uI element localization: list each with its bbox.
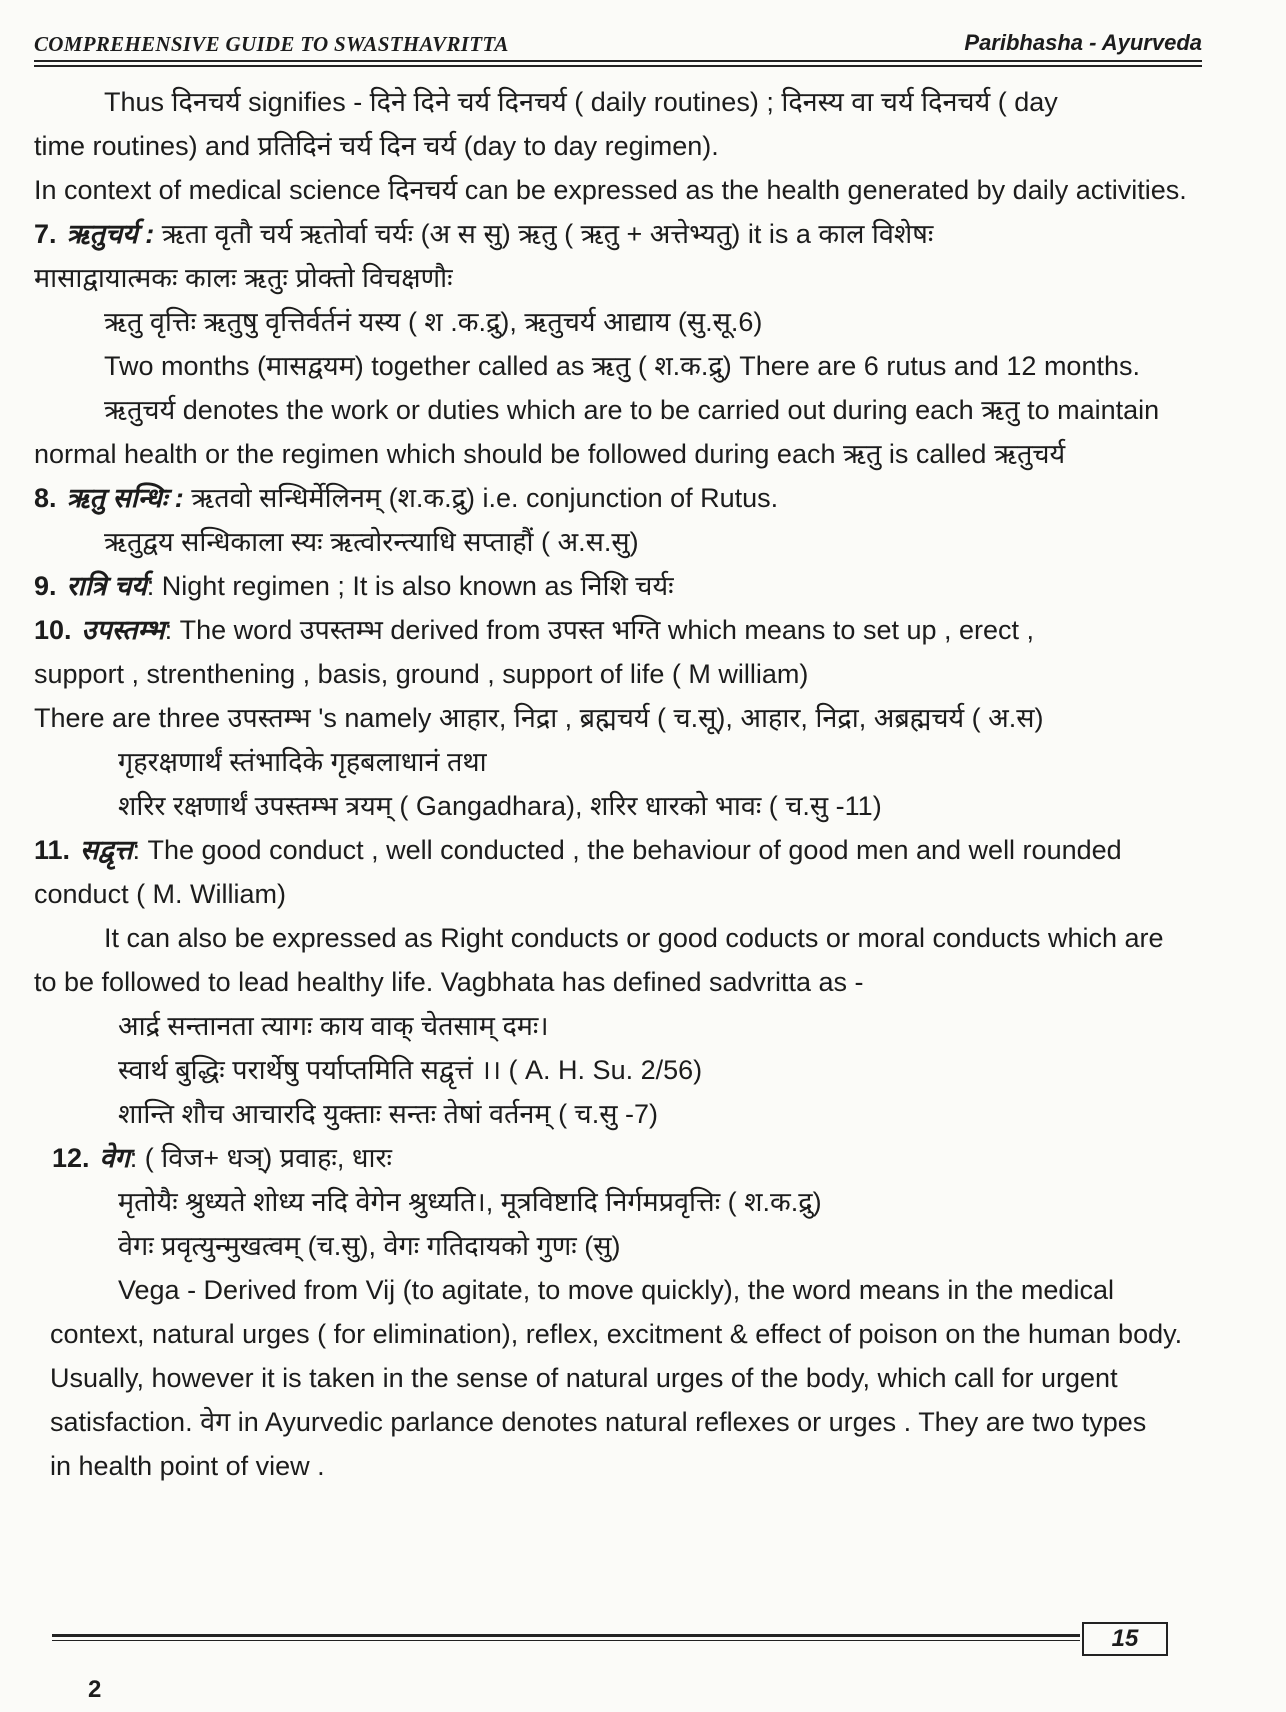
- item-8: [34, 476, 1202, 520]
- item-number: 12.: [52, 1143, 90, 1173]
- item-7: [34, 212, 1202, 256]
- text-line: time routines) and प्रतिदिनं चर्य दिन चर्य (day to day regimen).: [34, 131, 719, 161]
- item-term: वेग: [99, 1143, 130, 1173]
- text-line: वेगः प्रवृत्युन्मुखत्वम् (च.सु), वेगः गतिदायको गुणः (सु): [118, 1231, 621, 1261]
- text-line: in health point of view .: [50, 1451, 325, 1481]
- text-line: support , strenthening , basis, ground , support of life ( M william): [34, 659, 809, 689]
- item-9: [34, 564, 1202, 608]
- text-line: satisfaction. वेग in Ayurvedic parlance denotes natural reflexes or urges . They are two types: [50, 1407, 1147, 1437]
- text-line: मासाद्वायात्मकः कालः ऋतुः प्रोक्तो विचक्षणौः: [34, 263, 453, 293]
- item-number: 7.: [34, 219, 57, 249]
- footer-rule: [52, 1634, 1080, 1641]
- text-line: : Night regimen ; It is also known as निशि चर्यः: [146, 571, 674, 601]
- text-line: In context of medical science दिनचर्य can be expressed as the health generated by daily activities.: [34, 175, 1187, 205]
- item-term: रात्रि चर्य: [66, 571, 147, 601]
- page-number: 15: [1082, 1622, 1168, 1656]
- text-line: It can also be expressed as Right conducts or good coducts or moral conducts which are: [104, 923, 1164, 953]
- item-term: ऋतुचर्य :: [66, 219, 155, 249]
- text-line: Two months (मासद्वयम) together called as ऋतु ( श.क.द्रु) There are 6 rutus and 12 months.: [104, 351, 1140, 381]
- book-title: COMPREHENSIVE GUIDE TO SWASTHAVRITTA: [34, 32, 509, 56]
- text-line: ऋतु वृत्तिः ऋतुषु वृत्तिर्वर्तनं यस्य ( श .क.द्रु), ऋतुचर्य आद्याय (सु.सू.6): [104, 307, 763, 337]
- item-10: [34, 608, 1202, 652]
- item-term: ऋतु सन्धिः :: [66, 483, 184, 513]
- item-12: [34, 1136, 1202, 1180]
- text-line: मृतोयैः श्रुध्यते शोध्य नदि वेगेन श्रुध्यति।, मूत्रविष्टादि निर्गमप्रवृत्तिः ( श.क.द्रु): [118, 1187, 822, 1217]
- text-line: : ( विज+ धञ्) प्रवाहः, धारः: [129, 1143, 392, 1173]
- text-line: : The good conduct , well conducted , the behaviour of good men and well rounded: [132, 835, 1122, 865]
- page-body: [34, 80, 1202, 1488]
- item-11: [34, 828, 1202, 872]
- text-line: There are three उपस्तम्भ 's namely आहार, निद्रा , ब्रह्मचर्य ( च.सू), आहार, निद्रा, अब्रह्मचर्य ( अ.स): [34, 703, 1044, 733]
- text-line: Vega - Derived from Vij (to agitate, to move quickly), the word means in the medical: [118, 1275, 1114, 1305]
- text-line: गृहरक्षणार्थं स्तंभादिके गृहबलाधानं तथा: [118, 747, 487, 777]
- item-number: 8.: [34, 483, 57, 513]
- text-line: शान्ति शौच आचारदि युक्ताः सन्तः तेषां वर्तनम् ( च.सु -7): [118, 1099, 658, 1129]
- text-line: Thus दिनचर्य signifies - दिने दिने चर्य दिनचर्य ( daily routines) ; दिनस्य वा चर्य दिनचर्य ( day: [104, 87, 1058, 117]
- item-number: 10.: [34, 615, 72, 645]
- text-line: conduct ( M. William): [34, 879, 287, 909]
- running-header: [34, 28, 1202, 56]
- bottom-mark: 2: [88, 1676, 102, 1703]
- text-line: आर्द्र सन्तानता त्यागः काय वाक् चेतसाम् दमः।: [118, 1011, 549, 1041]
- text-line: स्वार्थ बुद्धिः परार्थेषु पर्याप्तमिति सद्वृत्तं ।। ( A. H. Su. 2/56): [118, 1055, 703, 1085]
- text-line: ऋता वृतौ चर्य ऋतोर्वा चर्यः (अ स सु) ऋतु ( ऋतु + अत्तेभ्यतु) it is a काल विशेषः: [161, 219, 934, 249]
- text-line: ऋतुद्वय सन्धिकाला स्यः ऋत्वोरन्त्याधि सप्ताहौं ( अ.स.सु): [104, 527, 639, 557]
- text-line: normal health or the regimen which should be followed during each ऋतु is called ऋतुचर्य: [34, 439, 1066, 469]
- text-line: context, natural urges ( for elimination), reflex, excitment & effect of poison on the human body.: [50, 1319, 1183, 1349]
- text-line: to be followed to lead healthy life. Vagbhata has defined sadvritta as -: [34, 967, 864, 997]
- text-line: शरिर रक्षणार्थं उपस्तम्भ त्रयम् ( Gangadhara), शरिर धारको भावः ( च.सु -11): [118, 791, 882, 821]
- chapter-title: Paribhasha - Ayurveda: [964, 30, 1202, 55]
- text-line: Usually, however it is taken in the sense of natural urges of the body, which call for urgent: [50, 1363, 1118, 1393]
- item-term: उपस्तम्भ: [81, 615, 165, 645]
- text-line: : The word उपस्तम्भ derived from उपस्त भग्ति which means to set up , erect ,: [164, 615, 1035, 645]
- text-line: ऋतुचर्य denotes the work or duties which are to be carried out during each ऋतु to maintain: [104, 395, 1160, 425]
- item-number: 11.: [34, 835, 71, 865]
- item-number: 9.: [34, 571, 57, 601]
- text-line: ऋतवो सन्धिर्मेलिनम् (श.क.द्रु) i.e. conjunction of Rutus.: [191, 483, 779, 513]
- item-term: सद्वृत्त: [80, 835, 133, 865]
- header-rule: [34, 60, 1202, 67]
